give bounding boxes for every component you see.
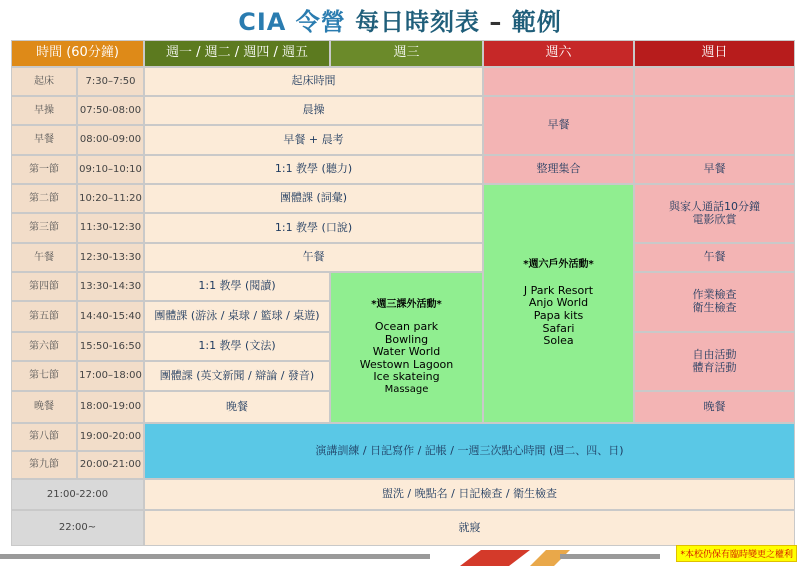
time-row-range: 12:30-13:30 bbox=[77, 243, 144, 272]
title-sub: 範例 bbox=[511, 8, 562, 36]
evening-block: 演講訓練 / 日記寫作 / 記帳 / 一週三次點心時間 (週二、四、日) bbox=[144, 423, 795, 479]
sun-morning bbox=[634, 96, 795, 155]
wed-activity-item: Ocean park bbox=[374, 319, 439, 333]
bedtime: 就寢 bbox=[144, 510, 795, 546]
dinner-weekday: 晚餐 bbox=[144, 391, 330, 423]
sat-outdoor-item: Papa kits bbox=[533, 308, 584, 322]
period-3: 1:1 教學 (口說) bbox=[144, 213, 483, 243]
title-brand: CIA 令營 bbox=[238, 8, 346, 36]
time-row-label: 晚餐 bbox=[11, 391, 77, 423]
breakfast-test: 早餐 + 晨考 bbox=[144, 125, 483, 155]
sat-breakfast: 早餐 bbox=[483, 96, 634, 155]
time-row-label: 第一節 bbox=[11, 155, 77, 184]
sat-wake bbox=[483, 67, 634, 96]
wash-rollcall: 盥洗 / 晚點名 / 日記檢查 / 衛生檢查 bbox=[144, 479, 795, 510]
time-row-range: 15:50-16:50 bbox=[77, 332, 144, 361]
time-row-range: 14:40-15:40 bbox=[77, 301, 144, 332]
sun-lunch: 午餐 bbox=[634, 243, 795, 272]
time-row-label: 第八節 bbox=[11, 423, 77, 451]
header-time: 時間 (60分鐘) bbox=[11, 40, 144, 67]
time-row-label: 第四節 bbox=[11, 272, 77, 301]
header-wed: 週三 bbox=[330, 40, 483, 67]
period-4-weekday: 1:1 教學 (閱讀) bbox=[144, 272, 330, 301]
title-main: 每日時刻表 bbox=[355, 8, 481, 36]
morning-exercise: 晨操 bbox=[144, 96, 483, 125]
sun-homework-check: 作業檢查 bbox=[692, 288, 737, 302]
sun-family-block bbox=[634, 184, 795, 243]
time-row-range: 13:30-14:30 bbox=[77, 272, 144, 301]
sun-dinner: 晚餐 bbox=[634, 391, 795, 423]
time-row-range: 10:20–11:20 bbox=[77, 184, 144, 213]
period-1: 1:1 教學 (聽力) bbox=[144, 155, 483, 184]
page-title bbox=[0, 2, 800, 37]
header-weekdays: 週一 / 週二 / 週四 / 週五 bbox=[144, 40, 330, 67]
time-merged-2100: 21:00-22:00 bbox=[11, 479, 144, 510]
title-dash: – bbox=[489, 8, 503, 36]
time-row-label: 第三節 bbox=[11, 213, 77, 243]
wake-time: 起床時間 bbox=[144, 67, 483, 96]
time-row-range: 20:00-21:00 bbox=[77, 451, 144, 479]
header-sat: 週六 bbox=[483, 40, 634, 67]
period-5-weekday: 團體課 (游泳 / 桌球 / 籃球 / 桌遊) bbox=[144, 301, 330, 332]
sun-hygiene-check: 衛生檢查 bbox=[692, 301, 737, 314]
wed-activity-item: Massage bbox=[384, 384, 429, 396]
time-row-range: 18:00-19:00 bbox=[77, 391, 144, 423]
sun-family-call: 與家人通話10分鐘 bbox=[669, 199, 760, 213]
wed-activity-item: Westown Lagoon bbox=[359, 357, 454, 371]
sat-outdoor-item: J Park Resort bbox=[523, 283, 594, 297]
time-row-label: 起床 bbox=[11, 67, 77, 96]
sat-outdoor-item: Solea bbox=[543, 334, 574, 348]
time-row-label: 午餐 bbox=[11, 243, 77, 272]
sun-movie: 電影欣賞 bbox=[692, 212, 737, 226]
time-row-label: 早操 bbox=[11, 96, 77, 125]
time-row-range: 07:50-08:00 bbox=[77, 96, 144, 125]
sun-wake bbox=[634, 67, 795, 96]
wed-activity-item: Water World bbox=[372, 345, 441, 359]
period-2: 團體課 (詞彙) bbox=[144, 184, 483, 213]
period-6-weekday: 1:1 教學 (文法) bbox=[144, 332, 330, 361]
time-row-range: 17:00–18:00 bbox=[77, 361, 144, 391]
timetable bbox=[11, 40, 795, 546]
change-notice: *本校仍保有臨時變更之權利 bbox=[676, 545, 797, 562]
sat-outdoor-item: Safari bbox=[542, 321, 575, 335]
sat-outdoor-title: *週六戶外活動* bbox=[523, 259, 594, 271]
time-row-label: 第九節 bbox=[11, 451, 77, 479]
wed-activity-item: Ice skateing bbox=[373, 370, 440, 384]
time-merged-2200: 22:00~ bbox=[11, 510, 144, 546]
wed-activity-item: Bowling bbox=[384, 332, 429, 346]
sat-gather: 整理集合 bbox=[483, 155, 634, 184]
wed-activity-block bbox=[330, 272, 483, 423]
time-row-range: 7:30–7:50 bbox=[77, 67, 144, 96]
time-row-label: 早餐 bbox=[11, 125, 77, 155]
lunch: 午餐 bbox=[144, 243, 483, 272]
sun-free-block bbox=[634, 332, 795, 391]
sun-breakfast: 早餐 bbox=[634, 155, 795, 184]
wed-activity-title: *週三課外活動* bbox=[371, 299, 442, 311]
sat-outdoor-item: Anjo World bbox=[528, 296, 589, 310]
time-row-range: 08:00-09:00 bbox=[77, 125, 144, 155]
period-7-weekday: 團體課 (英文新聞 / 辯論 / 發音) bbox=[144, 361, 330, 391]
time-row-range: 19:00-20:00 bbox=[77, 423, 144, 451]
sat-outdoor-block bbox=[483, 184, 634, 423]
time-row-label: 第六節 bbox=[11, 332, 77, 361]
time-row-range: 11:30-12:30 bbox=[77, 213, 144, 243]
time-row-label: 第五節 bbox=[11, 301, 77, 332]
header-sun: 週日 bbox=[634, 40, 795, 67]
time-row-range: 09:10–10:10 bbox=[77, 155, 144, 184]
time-row-label: 第二節 bbox=[11, 184, 77, 213]
sun-free-activity: 自由活動 bbox=[692, 347, 737, 361]
sun-check-block bbox=[634, 272, 795, 332]
sun-sports: 體育活動 bbox=[692, 360, 737, 374]
time-row-label: 第七節 bbox=[11, 361, 77, 391]
